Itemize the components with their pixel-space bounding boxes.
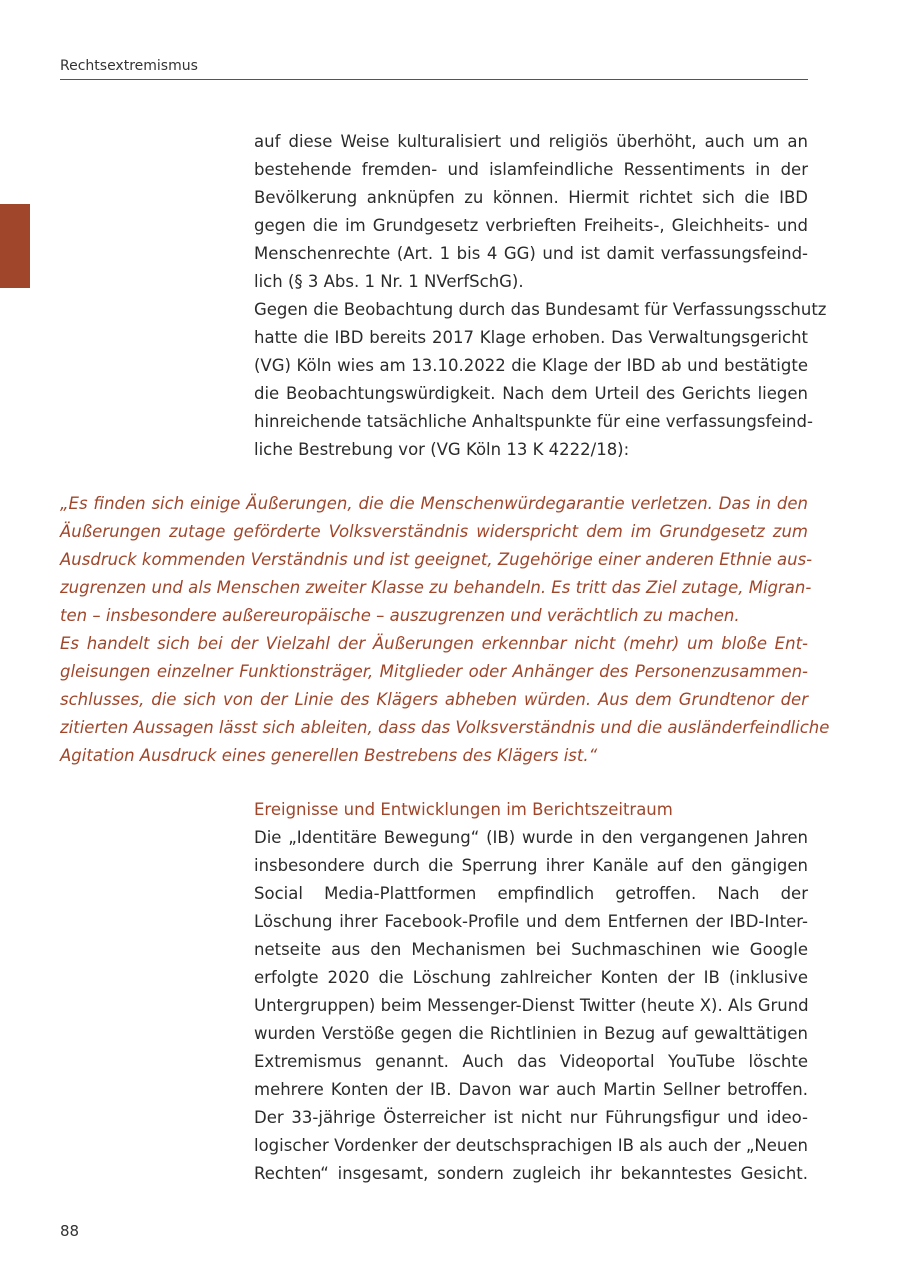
text-line: insbesondere durch die Sperrung ihrer Kanäle auf den gängigen: [254, 856, 808, 875]
text-line: wurden Verstöße gegen die Richtlinien in Bezug auf gewalttätigen: [254, 1024, 808, 1043]
text-line: bestehende fremden- und islamfeindliche Ressentiments in der: [254, 160, 808, 179]
text-line: erfolgte 2020 die Löschung zahlreicher Konten der IB (inklusive: [254, 968, 808, 987]
intro-paragraph-1: [254, 128, 808, 296]
text-line: die Beobachtungswürdigkeit. Nach dem Urteil des Gerichts liegen: [254, 384, 808, 403]
intro-text: [254, 128, 827, 464]
quote-line: gleisungen einzelner Funktionsträger, Mitglieder oder Anhänger des Personenzusammen-: [60, 662, 808, 681]
text-line: Menschenrechte (Art. 1 bis 4 GG) und ist damit verfassungsfeind-: [254, 244, 808, 263]
text-line: Bevölkerung anknüpfen zu können. Hiermit richtet sich die IBD: [254, 188, 808, 207]
text-line: Löschung ihrer Facebook-Profile und dem Entfernen der IBD-Inter-: [254, 912, 808, 931]
quote-paragraph-1: [60, 490, 813, 630]
section-paragraph: [254, 824, 808, 1188]
quote-line: Agitation Ausdruck eines generellen Bestrebens des Klägers ist.“: [60, 746, 598, 765]
text-line: lich (§ 3 Abs. 1 Nr. 1 NVerfSchG).: [254, 272, 524, 291]
quote-paragraph-2: [60, 630, 830, 770]
quote-line: Äußerungen zutage geförderte Volksverständnis widerspricht dem im Grundgesetz zum: [60, 522, 808, 541]
quote-line: Es handelt sich bei der Vielzahl der Äußerungen erkennbar nicht (mehr) um bloße Ent-: [60, 634, 808, 653]
quote-line: zitierten Aussagen lässt sich ableiten, dass das Volksverständnis und die ausländerfeindliche: [60, 718, 830, 737]
section-events: [254, 796, 808, 1188]
text-line: hinreichende tatsächliche Anhaltspunkte für eine verfassungsfeind-: [254, 412, 813, 431]
text-line: logischer Vordenker der deutschsprachigen IB als auch der „Neuen: [254, 1136, 808, 1155]
text-line: auf diese Weise kulturalisiert und religiös überhöht, auch um an: [254, 132, 808, 151]
text-line: (VG) Köln wies am 13.10.2022 die Klage der IBD ab und bestätigte: [254, 356, 808, 375]
text-line: mehrere Konten der IB. Davon war auch Martin Sellner betroffen.: [254, 1080, 808, 1099]
running-header: Rechtsextremismus: [60, 58, 808, 80]
quote-line: „Es finden sich einige Äußerungen, die die Menschenwürdegarantie verletzen. Das in den: [60, 494, 808, 513]
section-heading: Ereignisse und Entwicklungen im Berichtszeitraum: [254, 800, 673, 819]
text-line: Untergruppen) beim Messenger-Dienst Twitter (heute X). Als Grund: [254, 996, 809, 1015]
text-line: Gegen die Beobachtung durch das Bundesamt für Verfassungsschutz: [254, 300, 827, 319]
intro-paragraph-2: [254, 296, 827, 464]
court-quote: [60, 490, 830, 770]
text-line: netseite aus den Mechanismen bei Suchmaschinen wie Google: [254, 940, 808, 959]
text-line: liche Bestrebung vor (VG Köln 13 K 4222/18):: [254, 440, 630, 459]
page-number: 88: [60, 1222, 80, 1240]
quote-line: ten – insbesondere außereuropäische – auszugrenzen und verächtlich zu machen.: [60, 606, 740, 625]
text-line: gegen die im Grundgesetz verbrieften Freiheits-, Gleichheits- und: [254, 216, 808, 235]
text-line: Der 33-jährige Österreicher ist nicht nur Führungsfigur und ideo-: [254, 1108, 808, 1127]
text-line: Rechten“ insgesamt, sondern zugleich ihr bekanntestes Gesicht.: [254, 1164, 808, 1183]
text-line: Die „Identitäre Bewegung“ (IB) wurde in den vergangenen Jahren: [254, 828, 808, 847]
text-line: Extremismus genannt. Auch das Videoportal YouTube löschte: [254, 1052, 808, 1071]
quote-line: zugrenzen und als Menschen zweiter Klasse zu behandeln. Es tritt das Ziel zutage, Migran-: [60, 578, 812, 597]
text-line: Social Media-Plattformen empfindlich getroffen. Nach der: [254, 884, 808, 903]
text-line: hatte die IBD bereits 2017 Klage erhoben. Das Verwaltungsgericht: [254, 328, 808, 347]
chapter-tab-marker: [0, 204, 30, 288]
quote-line: schlusses, die sich von der Linie des Klägers abheben würden. Aus dem Grundtenor der: [60, 690, 808, 709]
quote-line: Ausdruck kommenden Verständnis und ist geeignet, Zugehörige einer anderen Ethnie aus-: [60, 550, 813, 569]
